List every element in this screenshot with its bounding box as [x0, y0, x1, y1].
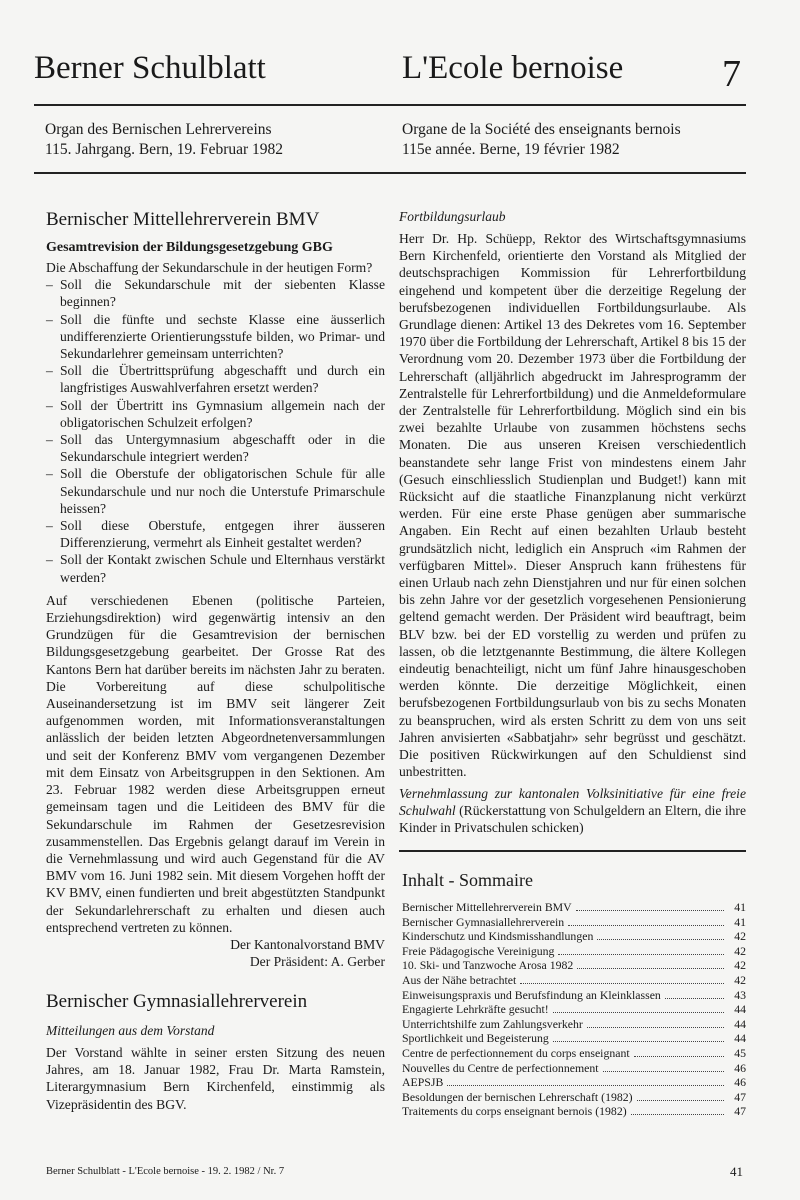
- toc-item: [402, 1017, 746, 1032]
- toc-leader-dots: [568, 925, 724, 926]
- vernehmlassung-text: [399, 785, 746, 837]
- toc-item: [402, 915, 746, 930]
- toc-item: [402, 1031, 746, 1046]
- toc-item-title: Aus der Nähe betrachtet: [402, 972, 517, 987]
- toc-leader-dots: [447, 1085, 724, 1086]
- masthead-rule: [34, 104, 746, 106]
- toc-item-title: 10. Ski- und Tanzwoche Arosa 1982: [402, 958, 574, 973]
- toc-leader-dots: [577, 968, 724, 969]
- list-item: – Soll die Oberstufe der obligatorischen Schule für alle Sekundarschule und nur noch die Unterstufe Primarschule heissen?: [46, 465, 385, 517]
- fortbildung-subheading: Fortbildungsurlaub: [399, 209, 506, 224]
- toc-rule: [399, 850, 746, 852]
- toc-leader-dots: [603, 1071, 724, 1072]
- masthead-title-de: Berner Schulblatt: [34, 50, 266, 86]
- toc-item-title: AEPSJB: [402, 1075, 444, 1090]
- organ-fr-name: Organe de la Société des enseignants bernois: [402, 121, 681, 138]
- toc-item-page: 46: [734, 1075, 746, 1090]
- list-item: – Soll das Untergymnasium abgeschafft oder in die Sekundarschule integriert werden?: [46, 431, 385, 465]
- toc-item-title: Traitements du corps enseignant bernois (1982): [402, 1104, 627, 1119]
- toc-item-title: Kinderschutz und Kindsmisshandlungen: [402, 929, 594, 944]
- organ-de: [45, 120, 385, 160]
- right-column: [399, 208, 746, 836]
- toc-leader-dots: [553, 1012, 724, 1013]
- bmv-heading: Bernischer Mittellehrerverein BMV: [46, 209, 320, 230]
- toc-leader-dots: [576, 910, 724, 911]
- gym-text: Der Vorstand wählte in seiner ersten Sitzung des neuen Jahres, am 18. Januar 1982, Frau Dr. Marta Ramstein, Literargymnasium Bern Kirchenfeld, einstimmig als Vizepräsidentin des BGV.: [46, 1045, 385, 1112]
- toc-item-title: Sportlichkeit und Begeisterung: [402, 1031, 549, 1046]
- list-item: – Soll der Kontakt zwischen Schule und Elternhaus verstärkt werden?: [46, 551, 385, 585]
- toc-item: [402, 1090, 746, 1105]
- organ-de-name: Organ des Bernischen Lehrervereins: [45, 121, 272, 138]
- toc-item-page: 44: [734, 1016, 746, 1031]
- signature-line: Der Präsident: A. Gerber: [249, 954, 385, 970]
- list-item: – Soll die Sekundarschule mit der siebenten Klasse beginnen?: [46, 276, 385, 310]
- toc-leader-dots: [558, 954, 724, 955]
- toc-item-title: Freie Pädagogische Vereinigung: [402, 943, 555, 958]
- toc-item: [402, 1002, 746, 1017]
- organ-de-date: 115. Jahrgang. Bern, 19. Februar 1982: [45, 141, 284, 158]
- signature-line: Der Kantonalvorstand BMV: [230, 936, 385, 952]
- toc-item-title: Centre de perfectionnement du corps enseignant: [402, 1045, 630, 1060]
- issue-number: 7: [722, 53, 741, 95]
- toc-item-title: Bernischer Mittellehrerverein BMV: [402, 900, 572, 914]
- toc-item-page: 42: [734, 943, 746, 958]
- toc-list: [402, 900, 746, 1119]
- footer-text: Berner Schulblatt - L'Ecole bernoise - 19. 2. 1982 / Nr. 7: [46, 1166, 285, 1177]
- toc-item-page: 43: [734, 987, 746, 1002]
- toc-item-title: Einweisungspraxis und Berufsfindung an Kleinklassen: [402, 987, 661, 1002]
- toc-item-title: Unterrichtshilfe zum Zahlungsverkehr: [402, 1016, 583, 1031]
- bmv-paragraph: Auf verschiedenen Ebenen (politische Parteien, Erziehungsdirektion) wird gegenwärtig intensiv an den Grundzügen für die Gesamtrevision der bernischen Bildungsgesetzgebung gearbeitet. Der Grosse Rat des Kantons Bern hat darüber bereits im nächsten Jahr zu beraten. Die Vorbereitung auf diese schulpolitische Auseinandersetzung ist im BMV seit längerer Zeit aufgenommen worden, mit Informationsveranstaltungen anlässlich der beiden letzten Abgeordnetenversammlungen und seit der Konferenz BMV vom vergangenen Dezember mit dem Einsatz von Arbeitsgruppen in den Sektionen. Am 23. Februar 1982 werden diese Arbeitsgruppen erneut gemeinsam tagen und die Leitideen des BMV für die Sekundarschule im Rahmen der Gesetzesrevision zusammenstellen. Das Ergebnis gelangt darauf im Verein in die Vernehmlassung und wird auch Gegenstand für die AV BMV vom 16. Juni 1982 sein. Mit diesem Vorgehen hofft der KV BMV, einen fundierten und breit abgestützten Standpunkt der Sekundarlehrerschaft zu erhalten und diesen auch entsprechend vertreten zu können.: [46, 592, 385, 935]
- toc-item-page: 42: [734, 972, 746, 987]
- list-item: – Soll diese Oberstufe, entgegen ihrer äusseren Differenzierung, vermehrt als Einheit gestaltet werden?: [46, 517, 385, 551]
- toc-item-page: 44: [734, 1002, 746, 1017]
- toc-leader-dots: [553, 1041, 724, 1042]
- toc-item-page: 47: [734, 1089, 746, 1104]
- toc-item-title: Besoldungen der bernischen Lehrerschaft (1982): [402, 1089, 633, 1104]
- bmv-question-list: [46, 276, 385, 586]
- toc-item-page: 44: [734, 1031, 746, 1046]
- toc-item-page: 45: [734, 1045, 746, 1060]
- toc-item-page: 46: [734, 1060, 746, 1075]
- toc-leader-dots: [520, 983, 724, 984]
- toc-leader-dots: [597, 939, 724, 940]
- toc-leader-dots: [587, 1027, 724, 1028]
- toc-item: [402, 1061, 746, 1076]
- gym-heading: Bernischer Gymnasiallehrerverein: [46, 991, 308, 1012]
- bmv-signature: [46, 936, 385, 970]
- toc-item: [402, 1075, 746, 1090]
- vernehmlassung-title: Vernehmlassung zur kantonalen Volksinitiative für eine freie Schulwahl: [399, 785, 746, 818]
- toc-item-page: 41: [734, 900, 746, 914]
- toc-item-title: Engagierte Lehrkräfte gesucht!: [402, 1002, 549, 1017]
- bmv-subheading: Gesamtrevision der Bildungsgesetzgebung GBG: [46, 240, 333, 255]
- toc-leader-dots: [631, 1114, 724, 1115]
- toc-item: [402, 973, 746, 988]
- toc-item-page: 42: [734, 958, 746, 973]
- bmv-intro: Die Abschaffung der Sekundarschule in der heutigen Form?: [46, 260, 373, 275]
- toc-leader-dots: [634, 1056, 724, 1057]
- organ-fr-date: 115e année. Berne, 19 février 1982: [402, 141, 620, 158]
- toc-item: [402, 929, 746, 944]
- toc-item-page: 41: [734, 914, 746, 929]
- bmv-questions-block: [46, 259, 385, 936]
- list-item: – Soll der Übertritt ins Gymnasium allgemein nach der obligatorischen Schulzeit erfolgen?: [46, 397, 385, 431]
- masthead-title-fr: L'Ecole bernoise: [402, 50, 624, 86]
- toc-item-title: Nouvelles du Centre de perfectionnement: [402, 1060, 599, 1075]
- gym-subheading: Mitteilungen aus dem Vorstand: [46, 1023, 215, 1038]
- organ-rule: [34, 172, 746, 174]
- toc-item: [402, 988, 746, 1003]
- vernehmlassung-rest: (Rückerstattung von Schulgeldern an Eltern, die ihre Kinder in Privatschulen schicken): [399, 802, 746, 835]
- toc-item-page: 42: [734, 929, 746, 944]
- list-item: – Soll die fünfte und sechste Klasse eine äusserlich undifferenzierte Orientierungsstufe bilden, wo Primar- und Sekundarlehrer gemeinsam unterrichten?: [46, 311, 385, 363]
- left-column: [46, 208, 385, 970]
- toc-leader-dots: [665, 998, 724, 999]
- toc-leader-dots: [637, 1100, 724, 1101]
- toc-item: [402, 944, 746, 959]
- toc-item: [402, 958, 746, 973]
- organ-fr: [402, 120, 746, 160]
- toc-item-title: Bernischer Gymnasiallehrerverein: [402, 914, 565, 929]
- toc-heading: Inhalt - Sommaire: [402, 870, 533, 890]
- toc: [402, 868, 746, 1119]
- fortbildung-text: Herr Dr. Hp. Schüepp, Rektor des Wirtschaftsgymnasiums Bern Kirchenfeld, orientierte den Vorstand als Mitglied der deutschsprachigen Kommission für Lehrerfortbildung eingehend und kompetent über die derzeitige Regelung der berufsbezogenen individuellen Fortbildungsurlaube. Als Grundlage dienen: Artikel 13 des Dekretes vom 16. September 1970 über die Fortbildung der Lehrerschaft, Artikel 8 bis 15 der Verordnung vom 20. Dezember 1973 über die Fortbildung der Lehrerschaft (alljährlich abgedruckt im Jahresprogramm der Zentralstelle für Lehrerfortbildung) und die Anmeldeformulare der Zentralstelle für Lehrerfortbildung. Möglich sind ein bis zwei bezahlte Urlaube von zusammen höchstens sechs Monaten. Die aus unseren Kreisen verschiedentlich beanstandete sehr lange Frist von mindestens einem Jahr (Gesuch einschliesslich Studienplan und Budget!) kann mit Rücksicht auf die staatliche Finanzplanung nicht verkürzt werden. Für eine erste Phase genügen aber summarische Angaben. Ein Recht auf einen bezahlten Urlaub besteht grundsätzlich nicht, lediglich ein Anspruch «im Rahmen der verfügbaren Mittel». Dieser Anspruch kann frühestens für einen Urlaub nach zehn Dienstjahren und nur für einen solchen bis zehn Jahre vor der gesetzlich vorgesehenen Pensionierung geltend gemacht werden. Der Präsident wird beauftragt, beim BLV bzw. bei der ED vorstellig zu werden und prüfen zu lassen, ob die letztgenannte Bestimmung, die ältere Kollegen eindeutig benachteiligt, nicht um fünf Jahre hinausgeschoben werden könnte. Die derzeitige Möglichkeit, einen berufsbezogenen Fortbildungsurlaub von bis zu sechs Monaten zu beanspruchen, wird als ersten Schritt zu dem von uns seit Jahren anvisierten «Sabbatjahr» sehr begrüsst und geschätzt. Die positiven Rückwirkungen auf den Schuldienst sind unbestritten.: [399, 231, 746, 780]
- list-item: – Soll die Übertrittsprüfung abgeschafft und durch ein langfristiges Auswahlverfahren ersetzt werden?: [46, 362, 385, 396]
- toc-item: [402, 900, 746, 915]
- toc-item-page: 47: [734, 1104, 746, 1119]
- gym-section: [46, 990, 385, 1113]
- footer-page-number: 41: [730, 1164, 743, 1179]
- toc-item: [402, 1046, 746, 1061]
- toc-item: [402, 1104, 746, 1119]
